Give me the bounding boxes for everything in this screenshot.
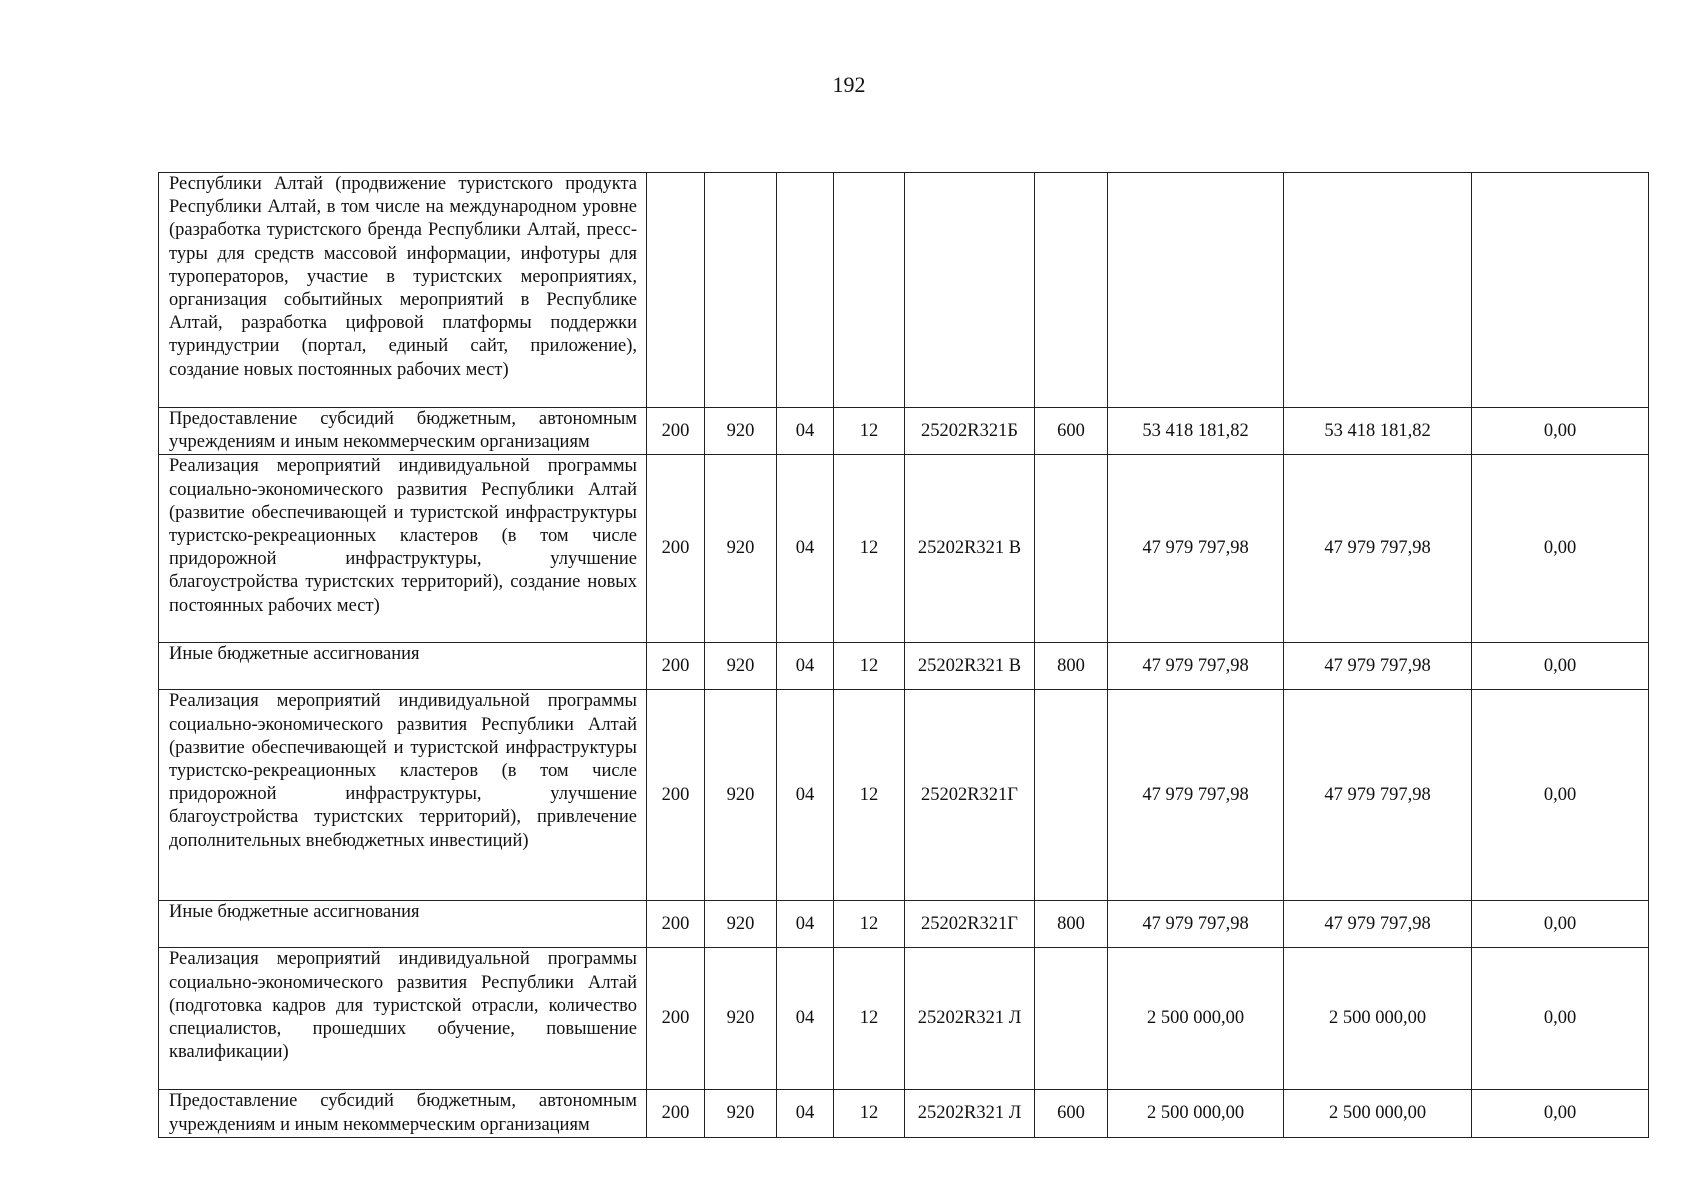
cell-c4: 12 bbox=[834, 408, 905, 455]
cell-amount-3: 0,00 bbox=[1472, 948, 1649, 1090]
cell-amount-1: 2 500 000,00 bbox=[1108, 948, 1284, 1090]
row-description: Иные бюджетные ассигнования bbox=[159, 643, 647, 690]
cell-c2: 920 bbox=[705, 1090, 777, 1137]
row-description: Иные бюджетные ассигнования bbox=[159, 901, 647, 948]
row-description: Предоставление субсидий бюджетным, автономным учреждениям и иным некоммерческим организациям bbox=[159, 1090, 647, 1137]
cell-c4: 12 bbox=[834, 948, 905, 1090]
cell-c1 bbox=[647, 173, 705, 408]
row-description: Предоставление субсидий бюджетным, автономным учреждениям и иным некоммерческим организациям bbox=[159, 408, 647, 455]
row-description: Реализация мероприятий индивидуальной программы социально-экономического развития Республики Алтай (подготовка кадров для туристской отрасли, количество специалистов, прошедших обучение, повышение квалификации) bbox=[159, 948, 647, 1090]
cell-c2: 920 bbox=[705, 690, 777, 901]
cell-c2: 920 bbox=[705, 408, 777, 455]
cell-c1: 200 bbox=[647, 948, 705, 1090]
table-row bbox=[159, 455, 1649, 643]
cell-c6 bbox=[1035, 455, 1108, 643]
cell-amount-3: 0,00 bbox=[1472, 455, 1649, 643]
cell-amount-1: 53 418 181,82 bbox=[1108, 408, 1284, 455]
cell-c4 bbox=[834, 173, 905, 408]
table-row bbox=[159, 690, 1649, 901]
cell-code: 25202R321 Л bbox=[905, 1090, 1035, 1137]
cell-amount-1 bbox=[1108, 173, 1284, 408]
cell-amount-3: 0,00 bbox=[1472, 643, 1649, 690]
cell-c3: 04 bbox=[777, 643, 834, 690]
cell-amount-1: 2 500 000,00 bbox=[1108, 1090, 1284, 1137]
cell-amount-2: 2 500 000,00 bbox=[1284, 1090, 1472, 1137]
cell-code: 25202R321 В bbox=[905, 455, 1035, 643]
row-description: Республики Алтай (продвижение туристского продукта Республики Алтай, в том числе на международном уровне (разработка туристского бренда Республики Алтай, пресс-туры для средств массовой информации, инфотуры для туроператоров, участие в туристских мероприятиях, организация событийных мероприятий в Республике Алтай, разработка цифровой платформы поддержки туриндустрии (портал, единый сайт, приложение), создание новых постоянных рабочих мест) bbox=[159, 173, 647, 408]
cell-amount-1: 47 979 797,98 bbox=[1108, 690, 1284, 901]
cell-c3: 04 bbox=[777, 690, 834, 901]
cell-c2: 920 bbox=[705, 948, 777, 1090]
cell-amount-2: 47 979 797,98 bbox=[1284, 643, 1472, 690]
cell-code: 25202R321Г bbox=[905, 901, 1035, 948]
cell-c3 bbox=[777, 173, 834, 408]
cell-c3: 04 bbox=[777, 1090, 834, 1137]
cell-amount-3: 0,00 bbox=[1472, 690, 1649, 901]
cell-c2: 920 bbox=[705, 643, 777, 690]
table-row bbox=[159, 1090, 1649, 1137]
table-row bbox=[159, 901, 1649, 948]
cell-amount-2: 47 979 797,98 bbox=[1284, 901, 1472, 948]
budget-table bbox=[158, 172, 1649, 1138]
cell-amount-2: 2 500 000,00 bbox=[1284, 948, 1472, 1090]
cell-amount-2: 47 979 797,98 bbox=[1284, 690, 1472, 901]
cell-amount-1: 47 979 797,98 bbox=[1108, 455, 1284, 643]
cell-c2 bbox=[705, 173, 777, 408]
row-description: Реализация мероприятий индивидуальной программы социально-экономического развития Республики Алтай (развитие обеспечивающей и туристской инфраструктуры туристско-рекреационных кластеров (в том числе придорожной инфраструктуры, улучшение благоустройства туристских территорий), привлечение дополнительных внебюджетных инвестиций) bbox=[159, 690, 647, 901]
table-row bbox=[159, 173, 1649, 408]
cell-c4: 12 bbox=[834, 1090, 905, 1137]
cell-amount-2 bbox=[1284, 173, 1472, 408]
cell-code: 25202R321Б bbox=[905, 408, 1035, 455]
cell-amount-1: 47 979 797,98 bbox=[1108, 643, 1284, 690]
cell-c6: 800 bbox=[1035, 901, 1108, 948]
cell-code bbox=[905, 173, 1035, 408]
cell-c3: 04 bbox=[777, 408, 834, 455]
cell-amount-1: 47 979 797,98 bbox=[1108, 901, 1284, 948]
cell-c3: 04 bbox=[777, 455, 834, 643]
cell-c4: 12 bbox=[834, 643, 905, 690]
cell-amount-3: 0,00 bbox=[1472, 408, 1649, 455]
cell-c6 bbox=[1035, 948, 1108, 1090]
row-description: Реализация мероприятий индивидуальной программы социально-экономического развития Республики Алтай (развитие обеспечивающей и туристской инфраструктуры туристско-рекреационных кластеров (в том числе придорожной инфраструктуры, улучшение благоустройства туристских территорий), создание новых постоянных рабочих мест) bbox=[159, 455, 647, 643]
cell-amount-2: 47 979 797,98 bbox=[1284, 455, 1472, 643]
cell-c1: 200 bbox=[647, 455, 705, 643]
cell-c1: 200 bbox=[647, 1090, 705, 1137]
cell-amount-3: 0,00 bbox=[1472, 1090, 1649, 1137]
cell-c1: 200 bbox=[647, 690, 705, 901]
cell-c1: 200 bbox=[647, 901, 705, 948]
cell-c1: 200 bbox=[647, 408, 705, 455]
cell-c3: 04 bbox=[777, 948, 834, 1090]
cell-amount-2: 53 418 181,82 bbox=[1284, 408, 1472, 455]
cell-c6 bbox=[1035, 173, 1108, 408]
cell-c2: 920 bbox=[705, 455, 777, 643]
table-row bbox=[159, 948, 1649, 1090]
cell-code: 25202R321 Л bbox=[905, 948, 1035, 1090]
cell-c1: 200 bbox=[647, 643, 705, 690]
cell-c4: 12 bbox=[834, 690, 905, 901]
cell-c6: 800 bbox=[1035, 643, 1108, 690]
cell-c2: 920 bbox=[705, 901, 777, 948]
cell-amount-3: 0,00 bbox=[1472, 901, 1649, 948]
cell-c6: 600 bbox=[1035, 1090, 1108, 1137]
cell-amount-3 bbox=[1472, 173, 1649, 408]
cell-c3: 04 bbox=[777, 901, 834, 948]
cell-c6: 600 bbox=[1035, 408, 1108, 455]
cell-c6 bbox=[1035, 690, 1108, 901]
cell-c4: 12 bbox=[834, 455, 905, 643]
page-number: 192 bbox=[832, 72, 866, 97]
table-row bbox=[159, 643, 1649, 690]
cell-code: 25202R321Г bbox=[905, 690, 1035, 901]
cell-code: 25202R321 В bbox=[905, 643, 1035, 690]
table-row bbox=[159, 408, 1649, 455]
cell-c4: 12 bbox=[834, 901, 905, 948]
